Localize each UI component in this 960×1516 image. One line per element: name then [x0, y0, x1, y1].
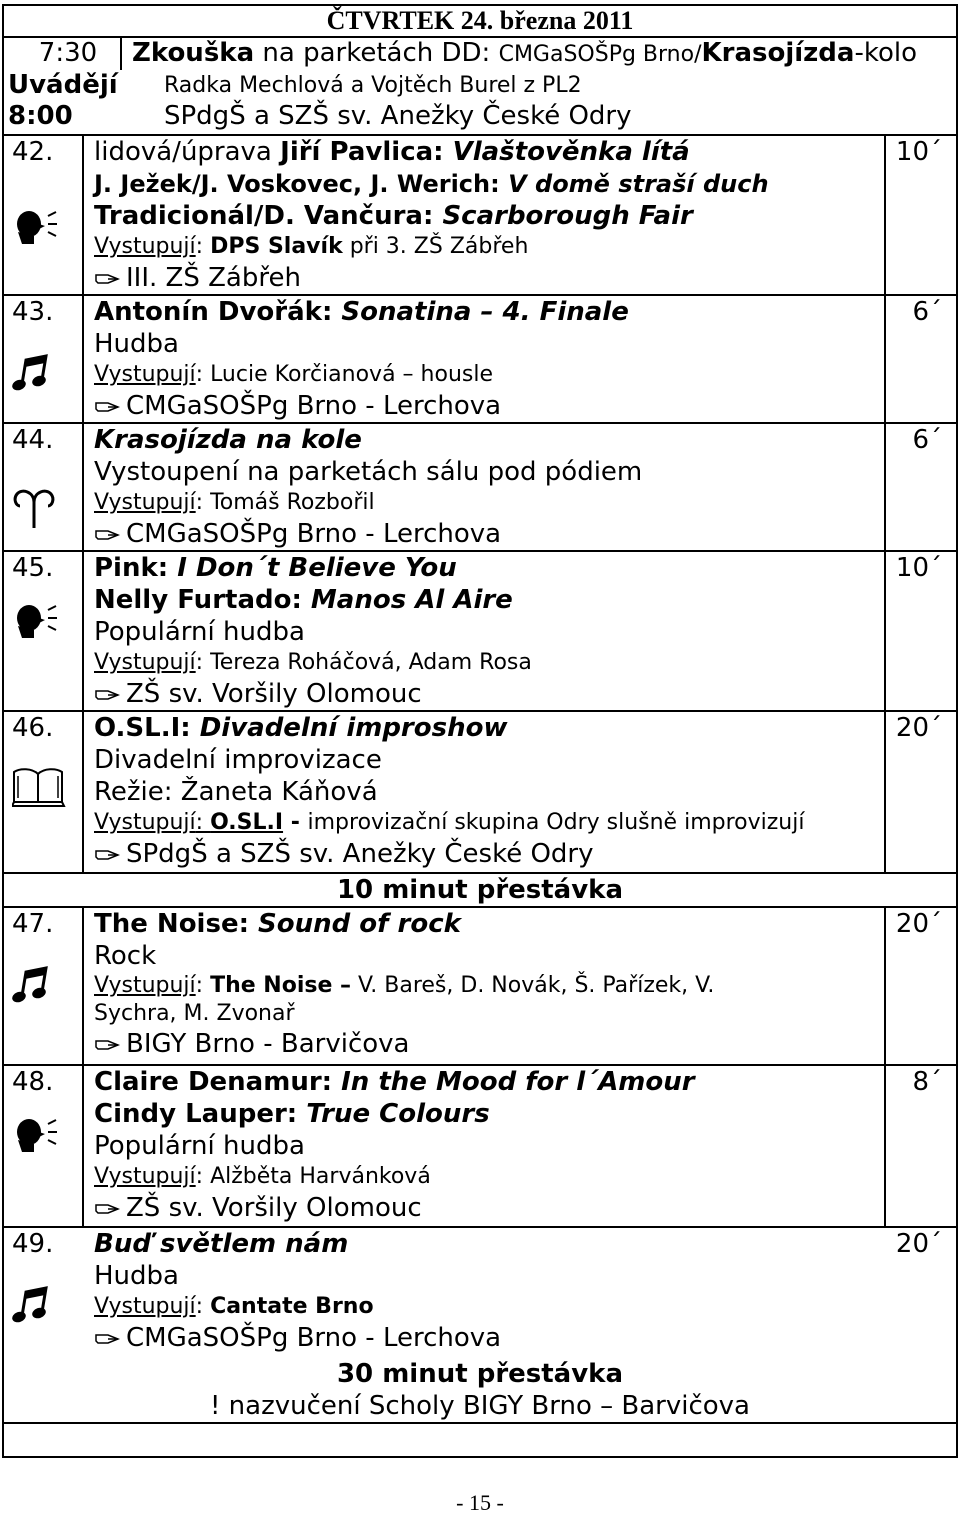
performers: Vystupují: DPS Slavík při 3. ZŠ Zábřeh	[94, 234, 529, 259]
item-number-cell	[3, 295, 83, 423]
music-note-icon	[12, 1286, 52, 1326]
genre: Populární hudba	[94, 617, 305, 647]
program-item	[3, 711, 957, 873]
aries-icon	[12, 488, 56, 530]
item-number-cell	[3, 907, 83, 1065]
open-book-icon	[12, 766, 66, 808]
item-body: Antonín Dvořák: Sonatina – 4. Finale Hudba Vystupují: Lucie Korčianová – housle CMGaSOŠPg Brno - Lerchova	[83, 295, 885, 423]
performers: Vystupují: Lucie Korčianová – housle	[94, 362, 494, 387]
music-note-icon	[12, 354, 52, 394]
school-line: ZŠ sv. Voršily Olomouc	[94, 1192, 884, 1224]
duration: 8´	[885, 1065, 957, 1227]
start-time: 8:00	[8, 101, 73, 131]
break-banner: 30 minut přestávka	[336, 1359, 624, 1389]
director: Režie: Žaneta Káňová	[94, 777, 378, 807]
program-table	[2, 4, 958, 1458]
item-body: The Noise: Sound of rock Rock Vystupují: The Noise – V. Bareš, D. Novák, Š. Pařízek, V. Sychra, M. Zvonař BIGY Brno - Barvičova	[83, 907, 885, 1065]
genre: Populární hudba	[94, 1131, 305, 1161]
item-body: Claire Denamur: In the Mood for l´Amour Cindy Lauper: True Colours Populární hudba Vystupují: Alžběta Harvánková ZŠ sv. Voršily Olomouc	[83, 1065, 885, 1227]
day-header: ČTVRTEK 24. března 2011	[3, 5, 957, 37]
speaking-head-icon	[12, 1116, 60, 1156]
school-line: CMGaSOŠPg Brno - Lerchova	[94, 1322, 884, 1354]
duration: 10´	[885, 551, 957, 711]
genre: Rock	[94, 941, 157, 971]
performers: Vystupují: Tomáš Rozbořil	[94, 490, 375, 515]
pointing-hand-icon	[94, 1037, 120, 1053]
page-number: - 15 -	[456, 1490, 504, 1515]
genre: Divadelní improvizace	[94, 745, 382, 775]
host-school: SPdgŠ a SZŠ sv. Anežky České Odry	[164, 101, 632, 131]
duration: 20´	[895, 1229, 942, 1259]
presenters-text: Radka Mechlová a Vojtěch Burel z PL2	[164, 73, 582, 98]
item-number-cell	[3, 711, 83, 873]
rehearsal-text: Zkouška na parketách DD: CMGaSOŠPg Brno/Krasojízda-kolo	[120, 38, 956, 70]
pointing-hand-icon	[94, 1331, 120, 1347]
pointing-hand-icon	[94, 527, 120, 543]
pointing-hand-icon	[94, 271, 120, 287]
item-number-cell	[3, 551, 83, 711]
performers: Vystupují: Tereza Roháčová, Adam Rosa	[94, 650, 532, 675]
pointing-hand-icon	[94, 1201, 120, 1217]
item-body: Pink: I Don´t Believe You Nelly Furtado: Manos Al Aire Populární hudba Vystupují: Tereza Roháčová, Adam Rosa ZŠ sv. Voršily Olomouc	[83, 551, 885, 711]
item-number: 44.	[12, 425, 54, 455]
presenters-row	[4, 70, 956, 101]
rehearsal-row	[4, 38, 956, 70]
item-number: 42.	[12, 137, 54, 167]
program-item	[3, 135, 957, 295]
break-banner: 10 minut přestávka	[3, 873, 957, 907]
item-number: 43.	[12, 297, 54, 327]
item-number: 47.	[12, 909, 54, 939]
pointing-hand-icon	[94, 399, 120, 415]
item-number-cell	[3, 423, 83, 551]
music-notes-icon	[12, 966, 52, 1006]
program-item	[3, 423, 957, 551]
program-item	[3, 907, 957, 1065]
empty-row	[4, 1422, 956, 1454]
rehearsal-block	[3, 37, 957, 135]
program-item	[3, 551, 957, 711]
program-item	[3, 1065, 957, 1227]
duration: 6´	[885, 423, 957, 551]
item-number-cell	[4, 1228, 84, 1358]
speaking-head-icon	[12, 208, 60, 248]
performers: Vystupují: The Noise – V. Bareš, D. Novák, Š. Pařízek, V.	[94, 973, 715, 998]
item-number: 48.	[12, 1067, 54, 1097]
performers-cont: Sychra, M. Zvonař	[94, 1001, 295, 1026]
program-item	[3, 1227, 957, 1457]
performers: Vystupují: Cantate Brno	[94, 1294, 374, 1319]
duration: 20´	[885, 907, 957, 1065]
genre: Vystoupení na parketách sálu pod pódiem	[94, 457, 643, 487]
item-number: 45.	[12, 553, 54, 583]
start-row	[4, 101, 956, 132]
item-number: 49.	[12, 1229, 54, 1259]
time-label: 7:30	[38, 38, 98, 68]
item-number: 46.	[12, 713, 54, 743]
duration: 10´	[885, 135, 957, 295]
pointing-hand-icon	[94, 687, 120, 703]
item-body: O.SL.I: Divadelní improshow Divadelní improvizace Režie: Žaneta Káňová Vystupují: O.SL.I - improvizační skupina Odry slušně improvizují SPdgŠ a SZŠ sv. Anežky České Odry	[83, 711, 885, 873]
item-body: Buď světlem nám Hudba Vystupují: Cantate Brno CMGaSOŠPg Brno - Lerchova	[84, 1228, 884, 1358]
item-body: Krasojízda na kole Vystoupení na parketách sálu pod pódiem Vystupují: Tomáš Rozbořil CMGaSOŠPg Brno - Lerchova	[83, 423, 885, 551]
school-line: BIGY Brno - Barvičova	[94, 1028, 884, 1060]
program-item	[3, 295, 957, 423]
genre: Hudba	[94, 1261, 179, 1291]
item-number-cell	[3, 1065, 83, 1227]
duration: 6´	[885, 295, 957, 423]
school-line: CMGaSOŠPg Brno - Lerchova	[94, 390, 884, 422]
sound-check-note: ! nazvučení Scholy BIGY Brno – Barvičova	[209, 1391, 750, 1421]
school-line: CMGaSOŠPg Brno - Lerchova	[94, 518, 884, 550]
performers: Vystupují: Alžběta Harvánková	[94, 1164, 431, 1189]
item-number-cell	[3, 135, 83, 295]
genre: Hudba	[94, 329, 179, 359]
item-body: lidová/úprava Jiří Pavlica: Vlaštověnka lítá J. Ježek/J. Voskovec, J. Werich: V domě straší duch Tradicionál/D. Vančura: Scarborough Fair Vystupují: DPS Slavík při 3. ZŠ Zábřeh III. ZŠ Zábřeh	[83, 135, 885, 295]
school-line: SPdgŠ a SZŠ sv. Anežky České Odry	[94, 838, 884, 870]
performers: Vystupují: O.SL.I - improvizační skupina Odry slušně improvizují	[94, 810, 805, 835]
presenters-label: Uvádějí	[8, 70, 118, 100]
speaking-head-icon	[12, 602, 60, 642]
school-line: III. ZŠ Zábřeh	[94, 262, 884, 294]
pointing-hand-icon	[94, 847, 120, 863]
duration: 20´	[885, 711, 957, 873]
school-line: ZŠ sv. Voršily Olomouc	[94, 678, 884, 710]
